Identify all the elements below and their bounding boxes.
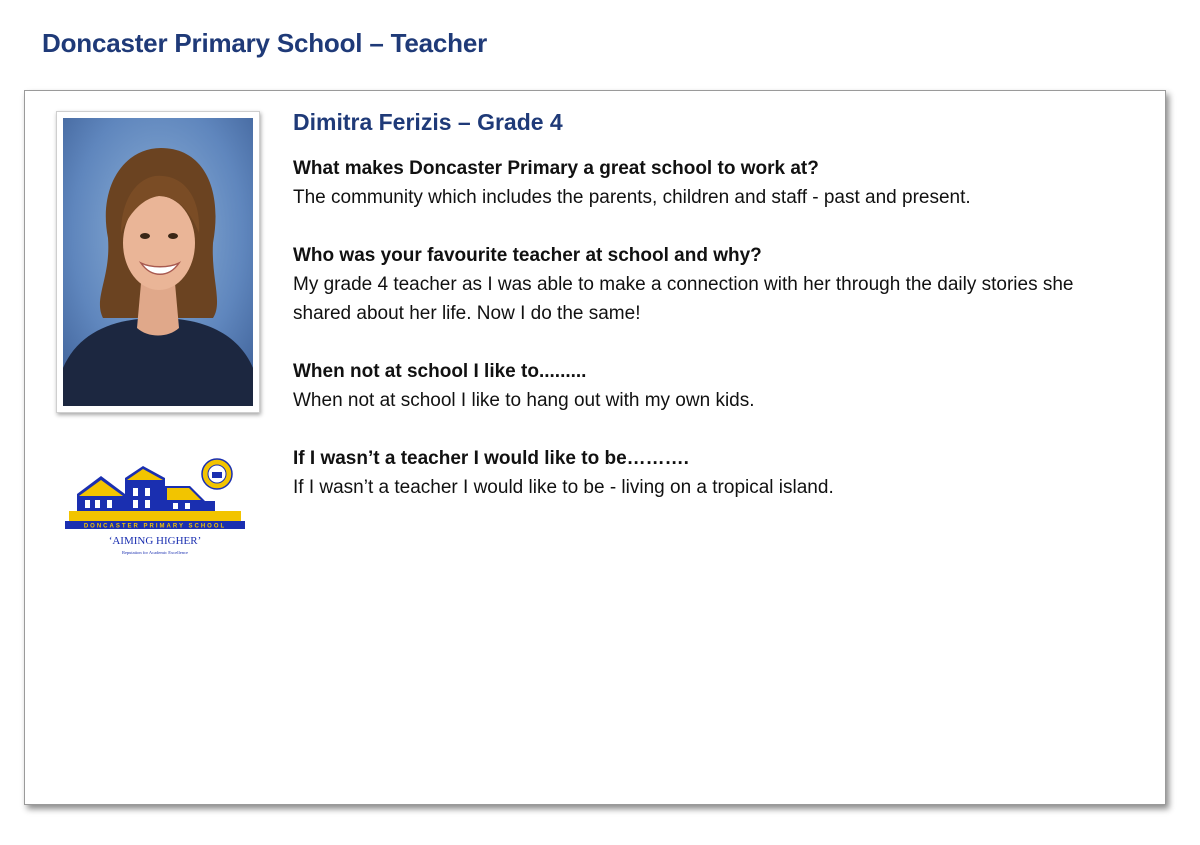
logo-banner-text: DONCASTER PRIMARY SCHOOL <box>83 523 227 530</box>
teacher-profile-card <box>24 90 1166 805</box>
qa-question: When not at school I like to......... <box>293 361 587 382</box>
qa-question: Who was your favourite teacher at school and why? <box>293 245 762 266</box>
qa-question: What makes Doncaster Primary a great school to work at? <box>293 158 819 179</box>
qa-item <box>293 445 1133 502</box>
qa-answer: When not at school I like to hang out with my own kids. <box>293 390 755 411</box>
portrait-image <box>63 118 253 406</box>
qa-answer: The community which includes the parents, children and staff - past and present. <box>293 187 971 208</box>
logo-motto: ‘AIMING HIGHER’ <box>108 535 202 547</box>
qa-question: If I wasn’t a teacher I would like to be………. <box>293 448 689 469</box>
profile-content <box>293 107 1133 532</box>
teacher-name: Dimitra Ferizis – Grade 4 <box>293 109 563 135</box>
page-title: Doncaster Primary School – Teacher <box>42 28 488 58</box>
teacher-photo <box>56 111 260 413</box>
logo-tagline: Reputation for Academic Excellence <box>121 550 189 555</box>
qa-answer: If I wasn’t a teacher I would like to be - living on a tropical island. <box>293 477 834 498</box>
qa-item <box>293 358 1133 415</box>
qa-item <box>293 155 1133 212</box>
school-logo <box>65 456 245 569</box>
qa-item <box>293 242 1133 328</box>
qa-answer: My grade 4 teacher as I was able to make a connection with her through the daily stories she shared about her life. Now I do the same! <box>293 274 1074 324</box>
